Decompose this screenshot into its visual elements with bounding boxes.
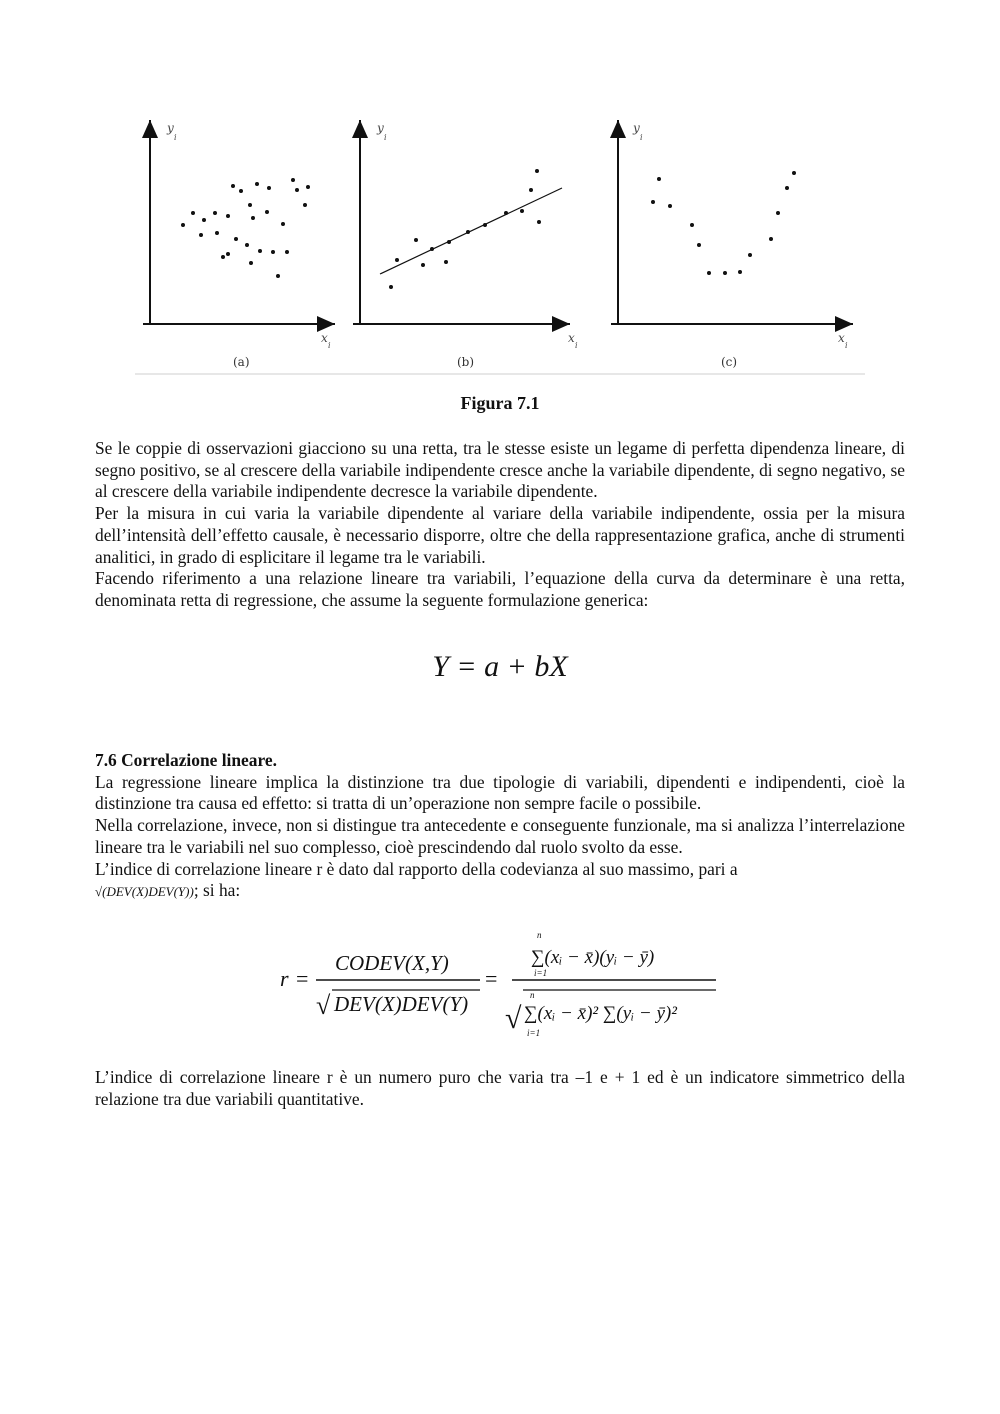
y-axis-subscript: i (640, 133, 643, 142)
panel-a (143, 120, 335, 369)
sum-upper: n (530, 990, 535, 1000)
paragraph (95, 859, 905, 903)
panel-label: (b) (457, 355, 475, 369)
correlation-formula (280, 928, 720, 1043)
fraction2-denominator: ∑(xᵢ − x̄)² ∑(yᵢ − ȳ)² (524, 1003, 677, 1024)
paragraph: La regressione lineare implica la distinzione tra due tipologie di variabili, dipendenti e indipendenti, cioè la distinzione tra causa ed effetto: si tratta di un’operazione non sempre facile o possibile. (95, 771, 905, 814)
scatter-panels (135, 112, 865, 377)
x-axis-label: x (838, 331, 845, 345)
fraction1-denominator: DEV(X)DEV(Y) (334, 992, 469, 1016)
figure-7-1 (135, 112, 865, 377)
y-axis-subscript: i (384, 133, 387, 142)
figure-caption: Figura 7.1 (460, 393, 540, 413)
paragraph: Se le coppie di osservazioni giacciono su una retta, tra le stesse esiste un legame di perfetta dipendenza lineare, di segno positivo, se al crescere della variabile indipendente cresce anche la variabile dipendente, di segno negativo, se al crescere della variabile indipendente decresce la variabile dipendente. (95, 438, 905, 502)
y-axis-subscript: i (174, 133, 177, 142)
section-heading: 7.6 Correlazione lineare. (95, 750, 277, 770)
data-points (651, 171, 796, 275)
fraction1-numerator: CODEV(X,Y) (335, 951, 449, 975)
data-points (181, 178, 310, 278)
body-text-bottom (95, 1067, 905, 1110)
fraction2-sqrt-sign: √ (505, 1002, 522, 1035)
sum-upper: n (537, 930, 542, 940)
regression-line (380, 188, 562, 274)
x-axis-subscript: i (845, 341, 848, 350)
panel-label: (c) (721, 355, 738, 369)
body-text-top (95, 438, 905, 612)
paragraph-text-end: ; si ha: (193, 880, 241, 901)
data-points (389, 169, 541, 289)
equals-sign: = (296, 966, 309, 991)
fraction1-sqrt-sign: √ (316, 991, 331, 1020)
inline-sqrt-formula: √(DEV(X)DEV(Y)) (95, 884, 194, 900)
formula-svg (280, 928, 720, 1043)
paragraph: Nella correlazione, invece, non si distingue tra antecedente e conseguente funzionale, ma si analizza l’interrelazione lineare tra le variabili nel suo complesso, cioè prescindendo dal ruolo svolto da esse. (95, 815, 905, 857)
paragraph: Per la misura in cui varia la variabile dipendente al variare della variabile indipendente, ossia per la misura dell’intensità dell’effetto causale, è necessario disporre, oltre che della rappresentazione grafica, anche di strumenti analitici, in grado di esplicitare il legame tra le variabili. (95, 503, 905, 567)
panel-b (353, 120, 578, 369)
paragraph-text: L’indice di correlazione lineare r è dato dal rapporto della codevianza al suo massimo, pari a (95, 858, 738, 879)
panel-c (611, 120, 853, 369)
y-axis-label: y (633, 121, 640, 135)
panel-label: (a) (233, 355, 250, 369)
equals-sign: = (485, 966, 498, 991)
paragraph: Facendo riferimento a una relazione lineare tra variabili, l’equazione della curva da determinare è una retta, denominata retta di regressione, che assume la seguente formulazione generica: (95, 568, 905, 610)
sum-lower: i=1 (534, 968, 548, 978)
sum-lower: i=1 (527, 1028, 541, 1038)
paragraph: L’indice di correlazione lineare r è un numero puro che varia tra –1 e + 1 ed è un indicatore simmetrico della relazione tra due variabili quantitative. (95, 1067, 905, 1109)
x-axis-subscript: i (328, 341, 331, 350)
section-correlazione (95, 750, 905, 903)
x-axis-subscript: i (575, 341, 578, 350)
y-axis-label: y (167, 121, 174, 135)
x-axis-label: x (568, 331, 575, 345)
regression-equation: Y = a + bX (432, 650, 568, 683)
fraction2-numerator: ∑(xᵢ − x̄)(yᵢ − ȳ) (531, 947, 655, 968)
x-axis-label: x (321, 331, 328, 345)
formula-lhs: r (280, 966, 289, 991)
sqrt-content: DEV(X)DEV(Y) (106, 884, 190, 900)
y-axis-label: y (377, 121, 384, 135)
